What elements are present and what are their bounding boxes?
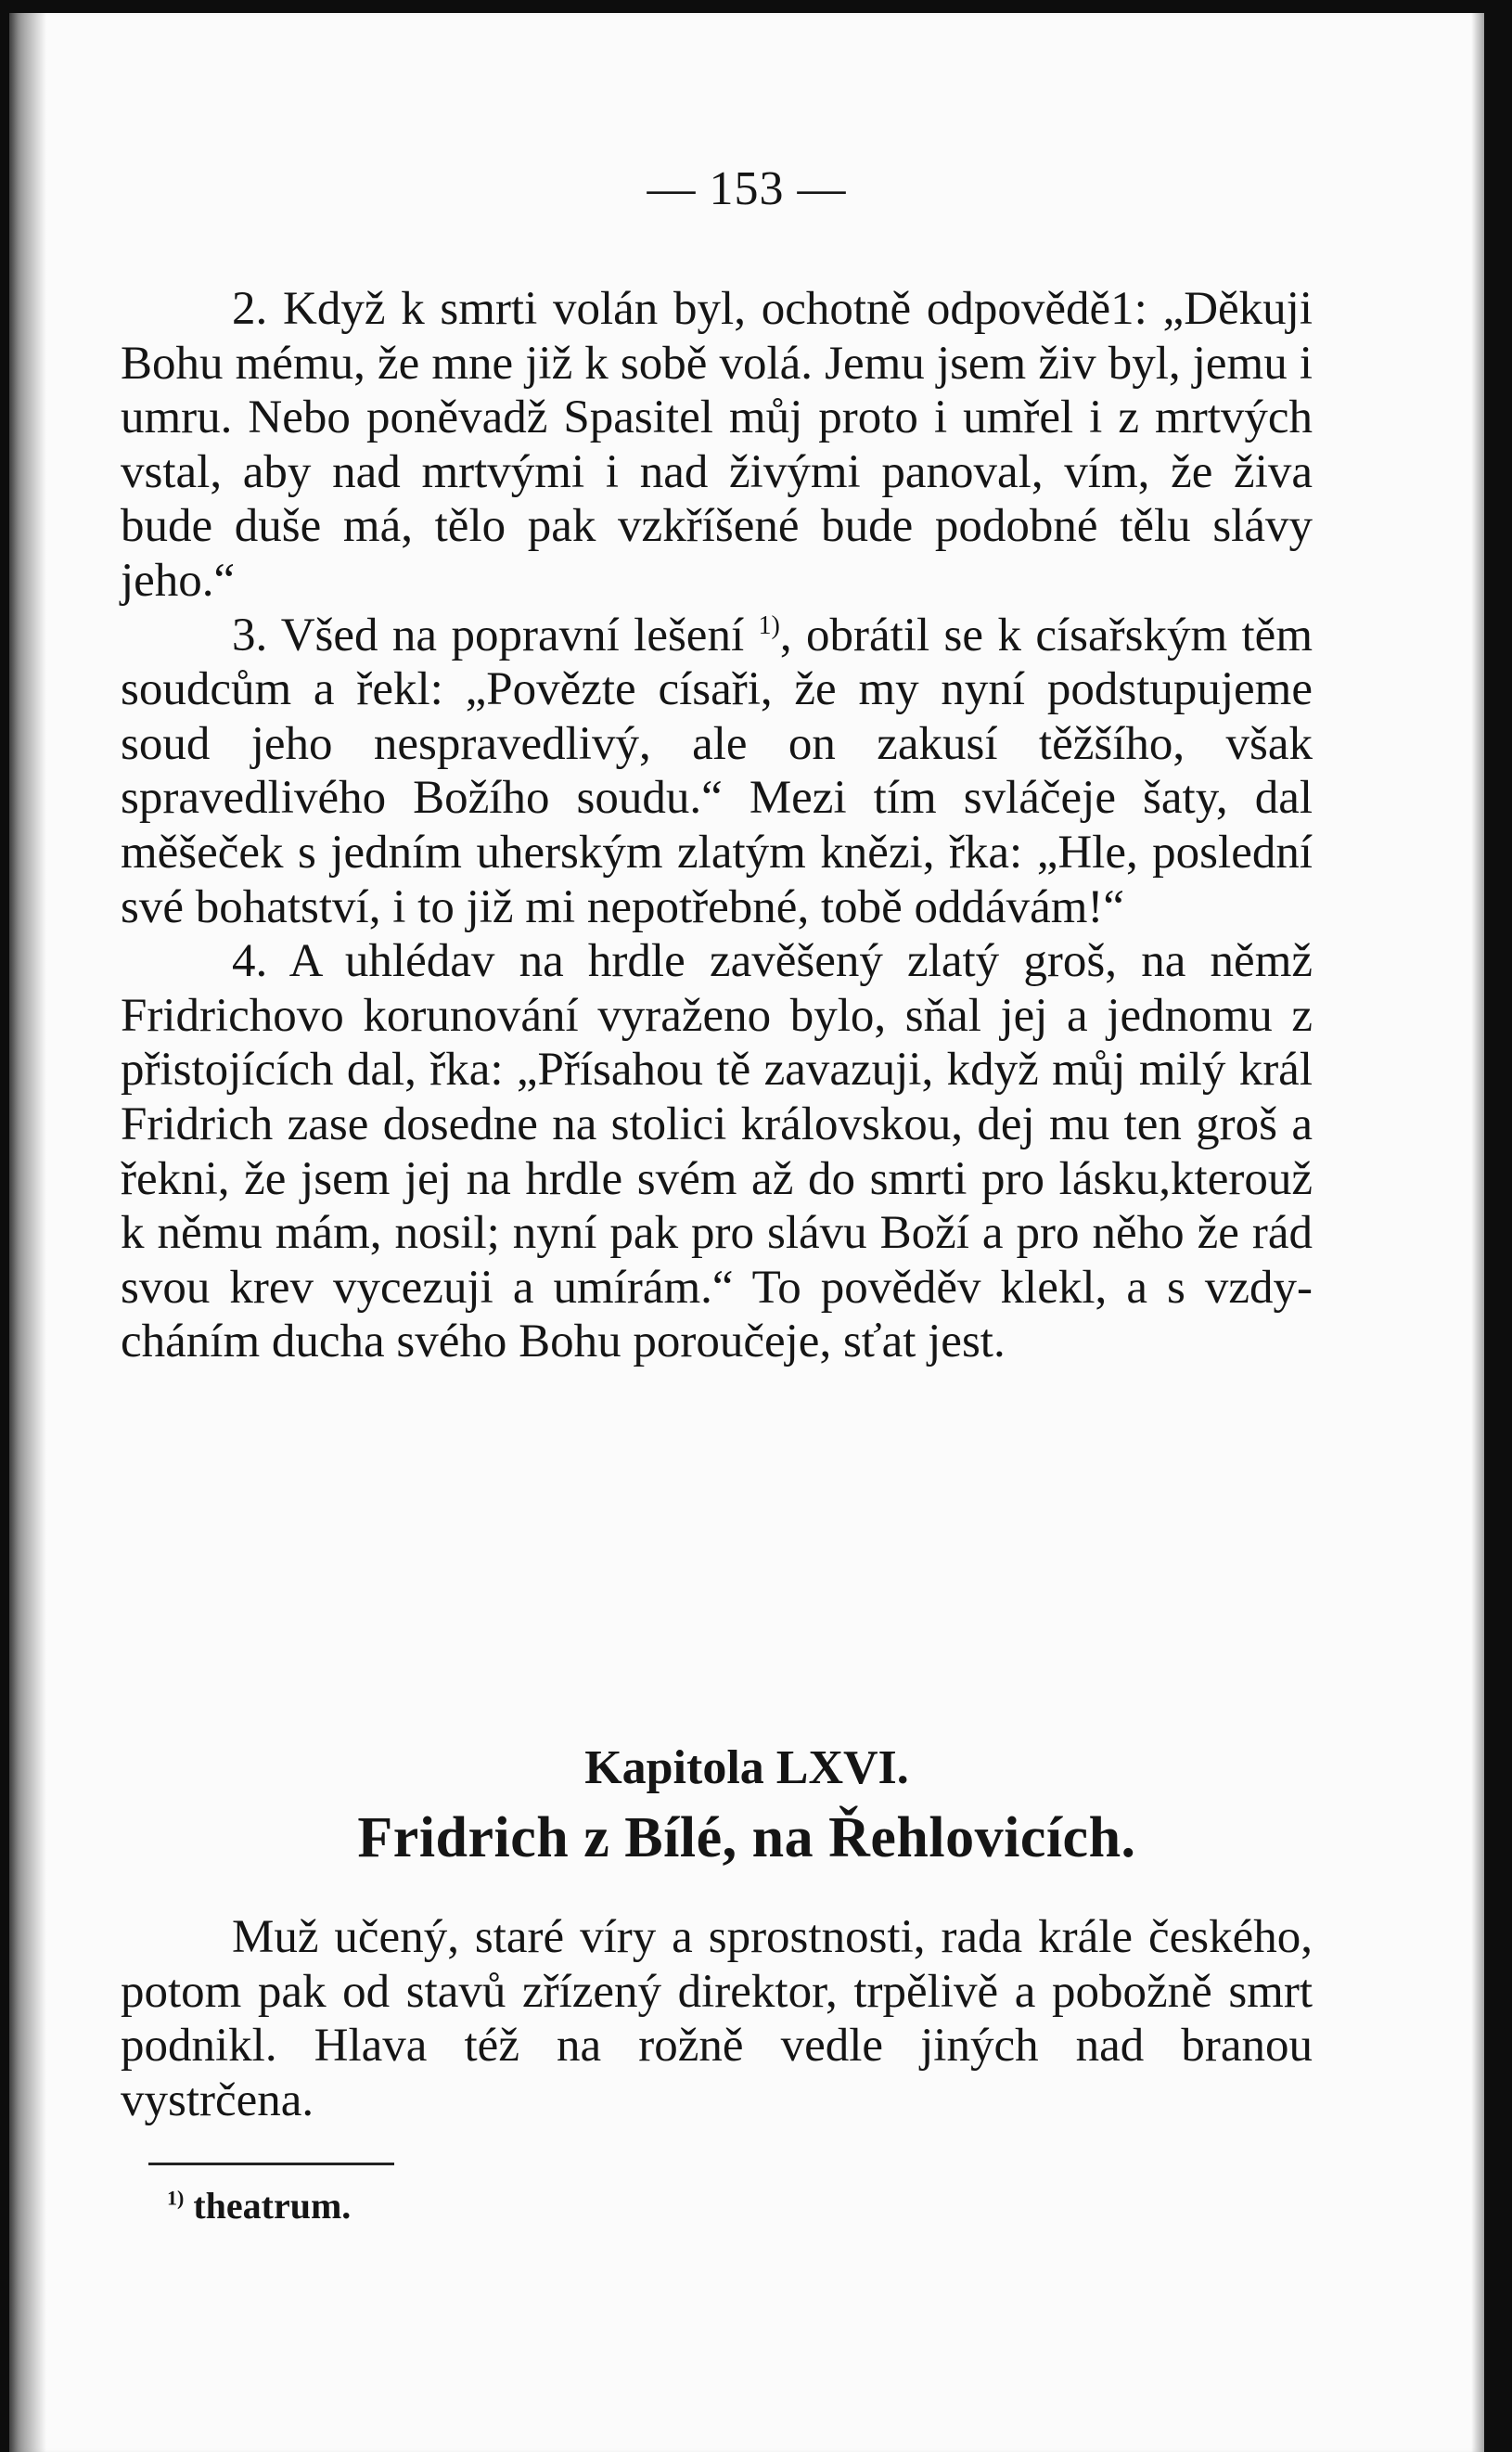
chapter-label: Kapitola LXVI. <box>584 1741 909 1794</box>
page-number: — 153 — <box>647 162 847 215</box>
footnote-rule <box>148 2163 394 2165</box>
chapter-title: Fridrich z Bílé, na Řehlovicích. <box>357 1806 1136 1869</box>
paragraph-3-text-a: 3. Všed na popravní lešení <box>232 609 759 661</box>
footnote <box>167 2184 351 2227</box>
body-text-top <box>121 282 1313 1369</box>
chapter-paragraph: Muž učený, staré víry a sprostnosti, rada krále českého, potom pak od stavů zřízený direktor, trpělivě a pobožně smrt podnikl. Hlava též na rožně vedle jiných nad branou vystrčena. <box>121 1911 1313 2126</box>
paragraph-3 <box>121 609 1313 935</box>
page-edge-shadow <box>1471 13 1484 2452</box>
body-text-chapter <box>121 1910 1313 2127</box>
paragraph-3-text-b: , obrátil se k císařským těm soudcům a řekl: „Povězte císaři, že my nyní podstupujeme soud jeho nespravedlivý, ale on zakusí těžšího, však spravedlivého Božího soudu.“ Mezi tím svláčeje šaty, dal měšeček s jedním uherským zlatým knězi, řka: „Hle, poslední své bohatství, i to již mi nepotřebné, tobě oddávám!“ <box>121 609 1313 933</box>
footnote-reference: 1) <box>758 610 780 640</box>
paragraph-4: 4. A uhlédav na hrdle zavěšený zlatý groš, na němž Fridrichovo korunování vyraženo bylo, sňal jej a jednomu z přistojících dal, řka: „Přísahou tě zavazuji, když můj milý král Fridrich zase dosedne na stolici královskou, dej mu ten groš a řekni, že jsem jej na hrdle svém až do smrti pro lásku,kterouž k němu mám, nosil; nyní pak pro slávu Boží a pro něho že rád svou krev vycezuji a umírám.“ To pověděv klekl, a s vzdycháním ducha svého Bohu poroučeje, sťat jest. <box>121 935 1313 1368</box>
binding-shadow <box>9 13 46 2452</box>
paragraph-2: 2. Když k smrti volán byl, ochotně odpovědě1: „Děkuji Bohu mému, že mne již k sobě volá. Jemu jsem živ byl, jemu i umru. Nebo poněvadž Spasitel můj proto i umřel i z mrtvých vstal, aby nad mrtvými i nad živými panoval, vím, že živa bude duše má, tělo pak vzkříšené bude podobné tělu slávy jeho.“ <box>121 283 1313 607</box>
footnote-mark: 1) <box>167 2186 185 2210</box>
book-page <box>9 13 1484 2452</box>
footnote-text: theatrum. <box>184 2185 352 2227</box>
